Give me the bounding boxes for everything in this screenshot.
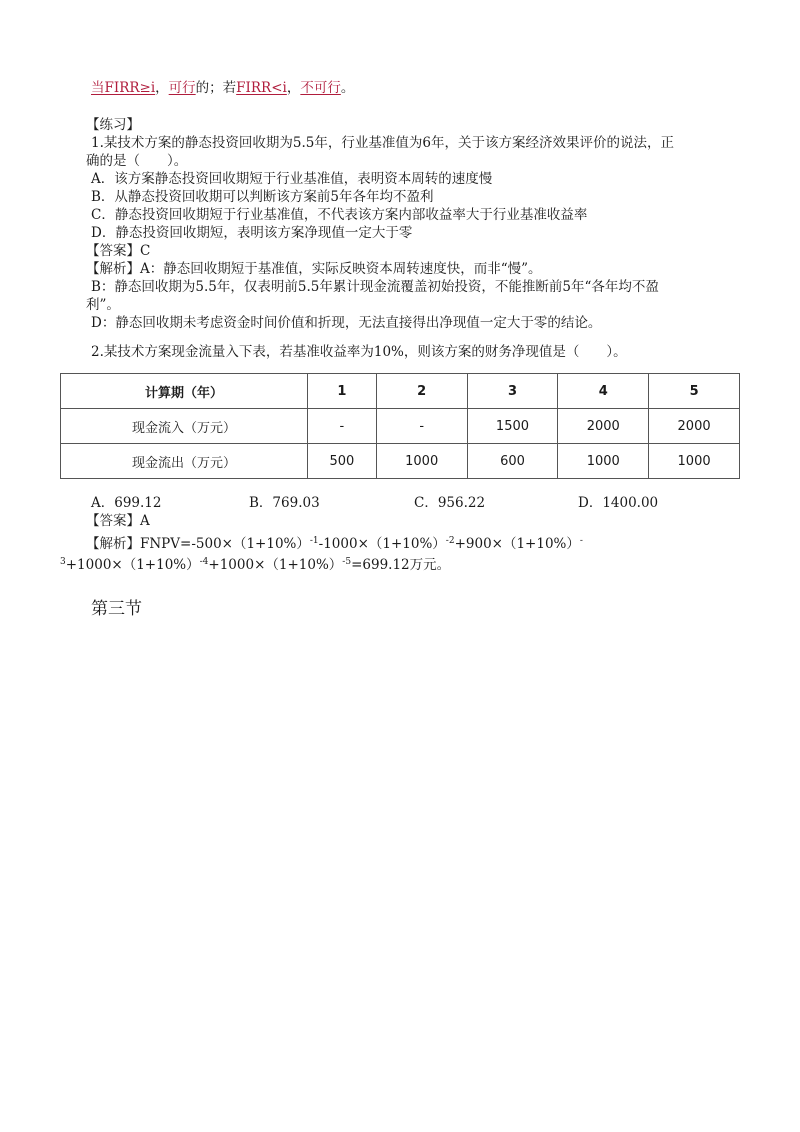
table-header-cell: 5	[649, 374, 740, 409]
table-cell: 现金流出（万元）	[61, 444, 308, 479]
rule-condition: 当FIRR≥i	[91, 80, 156, 96]
q2-option-d: D．1400.00	[578, 495, 659, 511]
q1-option-d: D．静态投资回收期短，表明该方案净现值一定大于零	[91, 225, 413, 241]
q2-option-a: A．699.12	[91, 495, 162, 511]
table-cell: 1000	[558, 444, 649, 479]
section-title: 第三节	[91, 599, 142, 619]
q1-analysis-d: D：静态回收期未考虑资金时间价值和折现，无法直接得出净现值一定大于零的结论。	[91, 315, 602, 331]
q1-stem-line1: 1.某技术方案的静态投资回收期为5.5年，行业基准值为6年，关于该方案经济效果评价的说法，正	[91, 135, 674, 151]
q2-option-b: B．769.03	[249, 495, 320, 511]
q1-analysis-b2: 利”。	[86, 297, 120, 313]
table-header-row	[61, 374, 740, 409]
practice-heading: 【练习】	[86, 117, 140, 133]
table-header-cell: 计算期（年）	[61, 374, 308, 409]
table-cell: 1000	[376, 444, 467, 479]
rule-feasible: 可行	[168, 80, 196, 96]
table-header-cell: 1	[308, 374, 377, 409]
cash-flow-table	[60, 373, 740, 479]
rule-condition-2: FIRR<i	[236, 80, 287, 96]
table-header-cell: 3	[467, 374, 558, 409]
table-cell: 现金流入（万元）	[61, 409, 308, 444]
table-cell: 600	[467, 444, 558, 479]
q2-stem: 2.某技术方案现金流量入下表，若基准收益率为10%，则该方案的财务净现值是（ ）。	[91, 344, 627, 360]
table-row	[61, 444, 740, 479]
q2-analysis-line2: $^3+1000\times(1+10\%)^{-4}+1000\times(1+10\%)^{-5}=699.12$万元。	[60, 557, 451, 573]
q2-analysis-line1: 【解析】$FNPV=-500\times(1+10\%)^{-1}-1000\times(1+10\%)^{-2}+900\times(1+10\%)^-$	[86, 536, 583, 552]
q2-answer: 【答案】A	[86, 513, 150, 529]
table-cell: 2000	[558, 409, 649, 444]
q2-option-c: C．956.22	[414, 495, 486, 511]
table-cell: -	[308, 409, 377, 444]
q1-analysis-b1: B：静态回收期为5.5年，仅表明前5.5年累计现金流覆盖初始投资，不能推断前5年“各年均不盈	[91, 279, 659, 295]
table-cell: 500	[308, 444, 377, 479]
q1-answer: 【答案】C	[86, 243, 151, 259]
table-header-cell: 4	[558, 374, 649, 409]
q1-stem-line2: 确的是（ ）。	[86, 153, 188, 169]
rule-not-feasible: 不可行	[300, 80, 341, 96]
q1-option-c: C．静态投资回收期短于行业基准值，不代表该方案内部收益率大于行业基准收益率	[91, 207, 588, 223]
rule-line: 当FIRR≥i，可行的；若FIRR<i，不可行。	[91, 80, 355, 96]
table-cell: -	[376, 409, 467, 444]
q1-option-a: A．该方案静态投资回收期短于行业基准值，表明资本周转的速度慢	[91, 171, 493, 187]
table-cell: 1000	[649, 444, 740, 479]
q1-option-b: B．从静态投资回收期可以判断该方案前5年各年均不盈利	[91, 189, 434, 205]
table-cell: 1500	[467, 409, 558, 444]
table-cell: 2000	[649, 409, 740, 444]
table-row	[61, 409, 740, 444]
table-header-cell: 2	[376, 374, 467, 409]
q1-analysis-a: 【解析】A：静态回收期短于基准值，实际反映资本周转速度快，而非“慢”。	[86, 261, 542, 277]
